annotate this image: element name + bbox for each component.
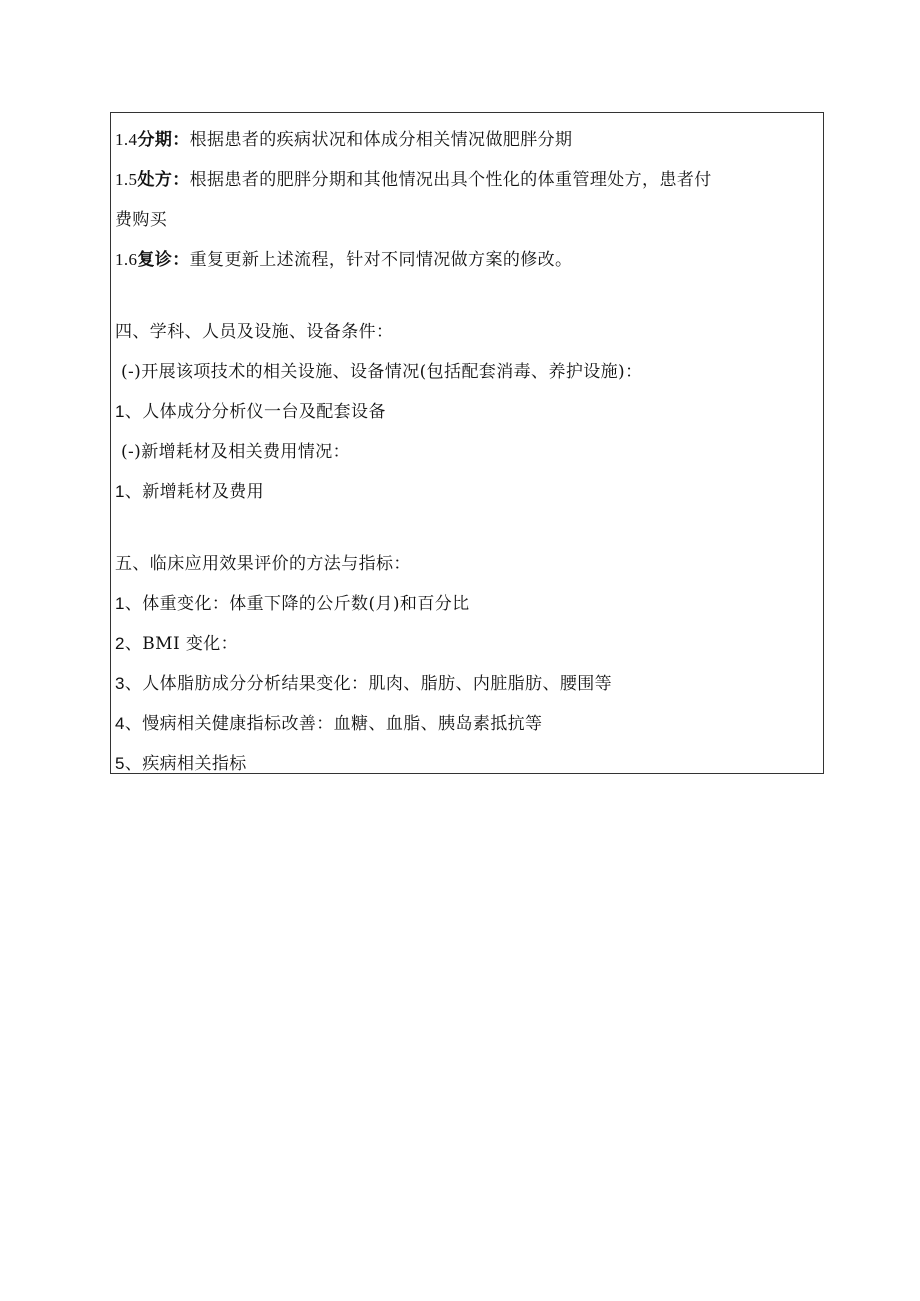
item-text: 、疾病相关指标 <box>124 754 247 774</box>
item-number: 1 <box>115 594 125 613</box>
item-number: 2 <box>115 634 125 653</box>
document-table-cell <box>110 112 824 774</box>
section-4-heading: 四、学科、人员及设施、设备条件： <box>115 322 394 342</box>
item-text: 、人体成分分析仪一台及配套设备 <box>124 402 386 422</box>
item-number: 1 <box>115 402 125 421</box>
item-number: 1 <box>115 482 125 501</box>
section-4-item <box>115 402 819 422</box>
row-term: 处方： <box>137 170 190 190</box>
row-number: 1.4 <box>115 130 138 149</box>
section-5-item <box>115 594 819 614</box>
item-number: 3 <box>115 674 125 693</box>
prescription-row <box>115 170 819 190</box>
section-5-heading: 五、临床应用效果评价的方法与指标： <box>115 554 411 574</box>
row-text: 费购买 <box>115 210 168 230</box>
row-number: 1.5 <box>115 170 138 189</box>
section-4-subheading-equipment: (-)开展该项技术的相关设施、设备情况(包括配套消毒、养护设施)： <box>121 362 643 382</box>
row-text: 根据患者的疾病状况和体成分相关情况做肥胖分期 <box>189 130 573 150</box>
section-5-item <box>115 634 819 654</box>
row-text: 根据患者的肥胖分期和其他情况出具个性化的体重管理处方，患者付 <box>189 170 712 190</box>
row-term: 分期： <box>137 130 190 150</box>
section-4-item <box>115 482 819 502</box>
item-number: 4 <box>115 714 125 733</box>
item-text: 、BMI 变化： <box>124 634 239 654</box>
section-5-item <box>115 674 819 694</box>
item-text: 、体重变化：体重下降的公斤数(月)和百分比 <box>124 594 470 614</box>
section-5-item <box>115 754 819 774</box>
follow-up-row <box>115 250 819 270</box>
staging-row <box>115 130 819 150</box>
item-number: 5 <box>115 754 125 773</box>
section-4-subheading-consumables: (-)新增耗材及相关费用情况： <box>121 442 351 462</box>
row-number: 1.6 <box>115 250 138 269</box>
item-text: 、新增耗材及费用 <box>124 482 265 502</box>
prescription-row-continued <box>115 210 819 230</box>
row-term: 复诊： <box>137 250 190 270</box>
row-text: 重复更新上述流程，针对不同情况做方案的修改。 <box>189 250 573 270</box>
section-5-item <box>115 714 819 734</box>
item-text: 、人体脂肪成分分析结果变化：肌肉、脂肪、内脏脂肪、腰围等 <box>124 674 613 694</box>
item-text: 、慢病相关健康指标改善：血糖、血脂、胰岛素抵抗等 <box>124 714 543 734</box>
